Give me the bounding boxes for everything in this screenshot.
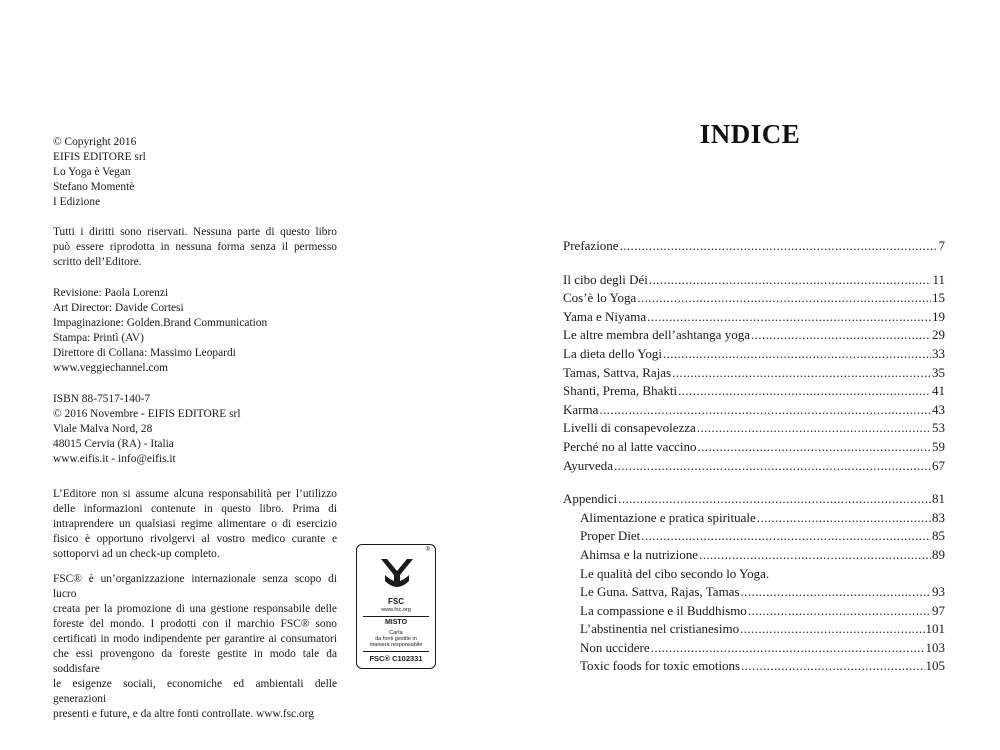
rights-line: scritto dell’Editore.	[53, 256, 142, 268]
toc-subentry	[563, 657, 945, 676]
publisher-info-line: © 2016 Novembre - EIFIS EDITORE srl	[53, 408, 241, 420]
toc-entry-title: Shanti, Prema, Bhakti	[563, 383, 678, 399]
toc-leader-dots	[698, 438, 931, 457]
toc-leader-dots	[741, 583, 931, 602]
toc-page-number: 41	[932, 383, 945, 399]
toc-leader-dots	[641, 527, 931, 546]
disclaimer-line: fisico è opportuno rivolgervi al vostro medico curante e	[53, 533, 337, 545]
publisher-info-line: www.eifis.it - info@eifis.it	[53, 453, 176, 465]
toc-page-number: 35	[932, 364, 945, 380]
toc-page-number: 93	[932, 584, 945, 600]
publisher-info-line: 48015 Cervia (RA) - Italia	[53, 438, 174, 450]
fsc-license-code: FSC® C102331	[369, 654, 423, 663]
toc-subentry	[563, 565, 945, 584]
toc-leader-dots	[678, 382, 931, 401]
toc-entry	[563, 289, 945, 308]
toc-page-number: 83	[932, 509, 945, 525]
toc-entry-title: Perché no al latte vaccino	[563, 438, 697, 454]
toc-page-number: 7	[938, 238, 945, 253]
toc-entry	[563, 438, 945, 457]
toc-entry-title: La dieta dello Yogi	[563, 345, 662, 361]
toc-page-number: 29	[932, 327, 945, 343]
toc-leader-dots	[649, 271, 932, 290]
toc-entry	[563, 490, 945, 509]
toc-page-number: 89	[932, 546, 945, 562]
toc-page-number: 59	[932, 438, 945, 454]
disclaimer-block	[53, 487, 337, 562]
fsc-desc-line: maniera responsabile	[369, 642, 423, 648]
toc-entry-title: Cos’è lo Yoga	[563, 290, 637, 306]
toc-entry-title: Le qualità del cibo secondo lo Yoga.	[580, 565, 770, 581]
toc-entry-title: Ahimsa e la nutrizione	[580, 546, 699, 562]
rights-line: Tutti i diritti sono riservati. Nessuna parte di questo libro	[53, 226, 337, 238]
toc-leader-dots	[618, 490, 931, 509]
fsc-certification-logo	[356, 544, 436, 669]
toc-page-number: 81	[932, 491, 945, 507]
toc-entry	[563, 382, 945, 401]
toc-subentry	[563, 620, 945, 639]
fsc-tree-icon	[375, 551, 419, 595]
credits-line: Direttore di Collana: Massimo Leopardi	[53, 347, 236, 359]
copyright-line: Lo Yoga è Vegan	[53, 166, 131, 178]
index-page	[500, 0, 1000, 750]
toc-entry-title: Non uccidere	[580, 639, 650, 655]
toc-page-number: 33	[932, 345, 945, 361]
toc-entry-title: Toxic foods for toxic emotions	[580, 658, 741, 674]
fsc-desc-line: da fonti gestite in	[375, 636, 417, 642]
publisher-info-line: ISBN 88-7517-140-7	[53, 393, 151, 405]
rights-line: può essere riprodotta in nessuna forma senza il permesso	[53, 241, 337, 253]
toc-entry	[563, 237, 945, 256]
toc-leader-dots	[699, 546, 931, 565]
toc-entry-title: Karma	[563, 401, 599, 417]
fsc-statement-line: FSC® è un’organizzazione internazionale senza scopo di lucro	[53, 573, 337, 600]
toc-section-gap	[563, 256, 945, 271]
toc-entry-title: Prefazione	[563, 238, 619, 253]
toc-leader-dots	[748, 602, 931, 621]
toc-leader-dots	[751, 326, 931, 345]
fsc-description	[357, 630, 435, 648]
toc-entry	[563, 271, 945, 290]
toc-page-number: 67	[932, 457, 945, 473]
copyright-line: I Edizione	[53, 196, 101, 208]
toc-leader-dots	[637, 289, 931, 308]
fsc-divider	[363, 651, 429, 652]
fsc-registered-mark: ®	[425, 547, 430, 553]
credits-line: Revisione: Paola Lorenzi	[53, 287, 169, 299]
toc-subentry	[563, 583, 945, 602]
credits-line: www.veggiechannel.com	[53, 362, 169, 374]
toc-subentry	[563, 527, 945, 546]
toc-entry-title: Le altre membra dell’ashtanga yoga	[563, 327, 750, 343]
toc-entry-title: Ayurveda	[563, 457, 614, 473]
toc-leader-dots	[620, 237, 938, 256]
toc-leader-dots	[672, 364, 931, 383]
credits-line: Art Director: Davide Cortesi	[53, 302, 184, 314]
toc-entry	[563, 345, 945, 364]
fsc-statement-line: presenti e future, e da altre fonti controllate. www.fsc.org	[53, 708, 314, 720]
fsc-statement-line: le esigenze sociali, economiche ed ambientali delle generazioni	[53, 678, 337, 705]
toc-page-number: 53	[932, 420, 945, 436]
toc-page-number: 103	[925, 639, 945, 655]
toc-page-number: 15	[932, 290, 945, 306]
index-title: INDICE	[699, 119, 801, 149]
copyright-line: Stefano Momentè	[53, 181, 135, 193]
fsc-desc-line: Carta	[389, 630, 403, 636]
toc-entry-title: Alimentazione e pratica spirituale	[580, 509, 756, 525]
toc-page-number: 105	[925, 658, 945, 674]
toc-leader-dots	[614, 457, 931, 476]
toc-entry	[563, 401, 945, 420]
credits-line: Impaginazione: Golden.Brand Communication	[53, 317, 268, 329]
toc-entry-title: Le Guna. Sattva, Rajas, Tamas	[580, 584, 740, 600]
toc-entry	[563, 419, 945, 438]
toc-page-number: 11	[932, 271, 945, 287]
toc-leader-dots	[740, 620, 924, 639]
copyright-line: EIFIS EDITORE srl	[53, 151, 146, 163]
toc-entry-title: La compassione e il Buddhismo	[580, 602, 747, 618]
fsc-wordmark: FSC	[388, 597, 404, 606]
toc-entry	[563, 308, 945, 327]
credits-line: Stampa: Printì (AV)	[53, 332, 144, 344]
toc-leader-dots	[663, 345, 931, 364]
toc-page-number: 97	[932, 602, 945, 618]
fsc-url: www.fsc.org	[381, 607, 411, 613]
toc-page-number: 19	[932, 308, 945, 324]
publisher-info-line: Viale Malva Nord, 28	[53, 423, 153, 435]
fsc-statement-block	[53, 572, 337, 722]
toc-entry-title: Yama e Niyama	[563, 308, 647, 324]
toc-entry-title: Proper Diet	[580, 528, 641, 544]
toc-leader-dots	[697, 419, 931, 438]
toc-section-gap	[563, 475, 945, 490]
fsc-statement-line: creata per la promozione di una gestione responsabile delle	[53, 603, 337, 615]
toc-leader-dots	[741, 657, 924, 676]
fsc-divider	[363, 616, 429, 617]
fsc-statement-line: foreste del mondo. I prodotti con il marchio FSC® sono	[53, 618, 337, 630]
toc-entry	[563, 457, 945, 476]
toc-subentry	[563, 509, 945, 528]
fsc-misto-label: MISTO	[384, 619, 408, 626]
copyright-block	[53, 135, 337, 210]
toc-subentry	[563, 602, 945, 621]
toc-leader-dots	[599, 401, 931, 420]
toc-entry-title: Tamas, Sattva, Rajas	[563, 364, 672, 380]
toc-entry-title: Appendici	[563, 491, 618, 507]
toc-subentry	[563, 639, 945, 658]
disclaimer-line: sottoporvi ad un check-up completo.	[53, 548, 220, 560]
disclaimer-line: intraprendere un qualsiasi regime alimentare o di esercizio	[53, 518, 337, 530]
toc-leader-dots	[647, 308, 931, 327]
credits-block	[53, 286, 337, 376]
toc-page-number: 43	[932, 401, 945, 417]
fsc-statement-line: certificati in modo indipendente per garantire ai consumatori	[53, 633, 337, 645]
toc-subentry	[563, 546, 945, 565]
toc-entry-title: L’abstinentia nel cristianesimo	[580, 621, 740, 637]
copyright-line: © Copyright 2016	[53, 136, 137, 148]
toc-page-number: 101	[925, 621, 945, 637]
rights-block	[53, 225, 337, 270]
fsc-statement-line: che essi provengono da foreste gestite in modo tale da soddisfare	[53, 648, 337, 675]
publisher-info-block	[53, 392, 337, 467]
toc-leader-dots	[757, 509, 931, 528]
toc-leader-dots	[651, 639, 925, 658]
table-of-contents	[563, 237, 945, 676]
toc-entry	[563, 364, 945, 383]
disclaimer-line: L’Editore non si assume alcuna responsabilità per l’utilizzo	[53, 488, 337, 500]
toc-page-number: 85	[932, 528, 945, 544]
toc-entry	[563, 326, 945, 345]
toc-entry-title: Il cibo degli Déi	[563, 271, 648, 287]
toc-entry-title: Livelli di consapevolezza	[563, 420, 696, 436]
disclaimer-line: delle informazioni contenute in questo libro. Prima di	[53, 503, 337, 515]
